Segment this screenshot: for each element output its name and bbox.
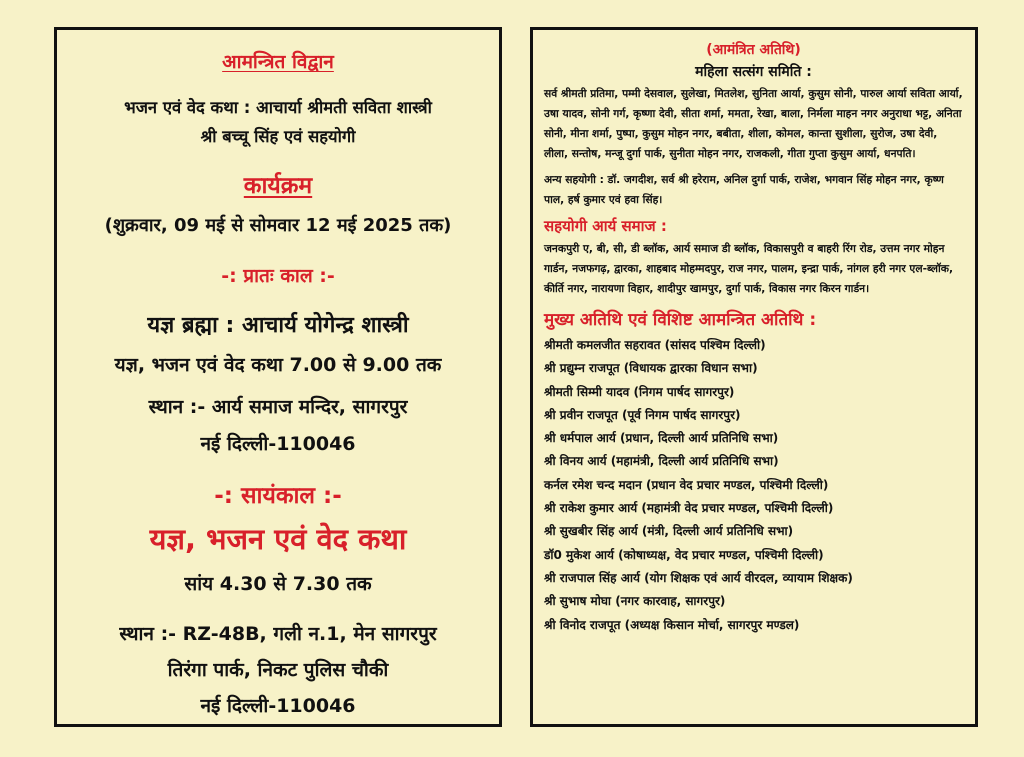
programme-heading: कार्यक्रम xyxy=(243,173,313,199)
guest-item: श्री राकेश कुमार आर्य (महामंत्री वेद प्रचार मण्डल, पश्चिमी दिल्ली) xyxy=(544,501,834,516)
mahila-samiti-members: सर्व श्रीमती प्रतिमा, पम्मी देसवाल, सुलेखा, मितलेश, सुनिता आर्या, कुसुम सोनी, पारुल आर्या सविता आर्या, उषा यादव, सोनी गर्ग, कृष्णा देवी, सीता शर्मा, ममता, रेखा, बाला, निर्मला माहन नगर अनुराधा भट्ट, अनिता सोनी, मीना शर्मा, पुष्पा, कुसुम मोहन नगर, बबीता, शीला, कोमल, कान्ता सुशीला, सुरोज, उषा देवी, लीला, सन्तोष, मन्जू दुर्गा पार्क, सुनीता मोहन नगर, राजकली, गीता गुप्ता कुसुम आर्या, धनपति। xyxy=(544,87,963,160)
guest-item: श्री राजपाल सिंह आर्य (योग शिक्षक एवं आर्य वीरदल, व्यायाम शिक्षक) xyxy=(544,570,853,585)
other-helpers: अन्य सहयोगी : डॉ. जगदीश, सर्व श्री हरेराम, अनिल दुर्गा पार्क, राजेश, भगवान सिंह मोहन नगर, कृष्ण पाल, हर्ष कुमार एवं हवा सिंह। xyxy=(544,173,944,206)
guest-item: श्री धर्मपाल आर्य (प्रधान, दिल्ली आर्य प्रतिनिधि सभा) xyxy=(544,431,779,446)
mahila-samiti-heading: महिला सत्संग समिति : xyxy=(695,64,812,80)
evening-timing: सांय 4.30 से 7.30 तक xyxy=(184,573,372,595)
guest-item: श्रीमती सिम्मी यादव (निगम पार्षद सागरपुर) xyxy=(544,384,735,399)
arya-samaj-list: जनकपुरी ए, बी, सी, डी ब्लॉक, आर्य समाज डी ब्लॉक, विकासपुरी व बाहरी रिंग रोड, उत्तम नगर मोहन गार्डन, नजफगढ़, द्वारका, शाहबाद मोहम्मदपुर, राज नगर, पालम, इन्द्रा पार्क, नांगल हरी नगर एल-ब्लॉक, कीर्ति नगर, नारायणा विहार, शादीपुर खामपुर, दुर्गा पार्क, विकास नगर किरन गार्डन। xyxy=(544,242,954,295)
evening-title: यज्ञ, भजन एवं वेद कथा xyxy=(149,522,407,556)
bhajan-performer-line: भजन एवं वेद कथा : आचार्या श्रीमती सविता शास्त्री xyxy=(124,98,432,117)
morning-venue-city: नई दिल्ली-110046 xyxy=(200,433,356,455)
yagya-brahma-line: यज्ञ ब्रह्मा : आचार्य योगेन्द्र शास्त्री xyxy=(147,313,409,338)
morning-heading: -: प्रातः काल :- xyxy=(221,265,335,287)
evening-heading: -: सायंकाल :- xyxy=(214,483,342,509)
guest-item: श्री विनोद राजपूत (अध्यक्ष किसान मोर्चा, सागरपुर मण्डल) xyxy=(544,617,800,632)
bhajan-accompanist-line: श्री बच्चू सिंह एवं सहयोगी xyxy=(200,127,356,146)
guest-item: श्री विनय आर्य (महामंत्री, दिल्ली आर्य प्रतिनिधि सभा) xyxy=(544,454,779,469)
guest-item: श्री सुखबीर सिंह आर्य (मंत्री, दिल्ली आर्य प्रतिनिधि सभा) xyxy=(544,524,794,539)
chief-guests-heading: मुख्य अतिथि एवं विशिष्ट आमन्त्रित अतिथि : xyxy=(544,310,817,330)
evening-venue: स्थान :- RZ-48B, गली न.1, मेन सागरपुर xyxy=(119,623,437,645)
invited-scholars-heading: आमन्त्रित विद्वान xyxy=(222,51,334,73)
guest-item: कर्नल रमेश चन्द मदान (प्रधान वेद प्रचार मण्डल, पश्चिमी दिल्ली) xyxy=(544,477,829,492)
guest-item: श्री प्रवीन राजपूत (पूर्व निगम पार्षद सागरपुर) xyxy=(544,407,741,422)
guest-item: श्रीमती कमलजीत सहरावत (सांसद पश्चिम दिल्ली) xyxy=(544,338,766,352)
right-panel xyxy=(530,27,978,727)
invited-guests-heading: (आमंत्रित अतिथि) xyxy=(706,42,801,58)
chief-guests-list xyxy=(544,334,963,637)
evening-venue-landmark: तिरंगा पार्क, निकट पुलिस चौकी xyxy=(167,659,389,681)
guest-item: डॉ0 मुकेश आर्य (कोषाध्यक्ष, वेद प्रचार मण्डल, पश्चिमी दिल्ली) xyxy=(544,547,824,562)
guest-item: श्री प्रद्युम्न राजपूत (विधायक द्वारका विधान सभा) xyxy=(544,361,758,376)
morning-timing: यज्ञ, भजन एवं वेद कथा 7.00 से 9.00 तक xyxy=(114,354,442,376)
arya-samaj-heading: सहयोगी आर्य समाज : xyxy=(544,217,667,235)
evening-venue-city: नई दिल्ली-110046 xyxy=(200,695,356,717)
left-panel xyxy=(54,27,502,727)
morning-venue: स्थान :- आर्य समाज मन्दिर, सागरपुर xyxy=(148,396,408,418)
guest-item: श्री सुभाष मोघा (नगर कारवाह, सागरपुर) xyxy=(544,594,726,609)
programme-dates: (शुक्रवार, 09 मई से सोमवार 12 मई 2025 तक) xyxy=(104,215,452,236)
